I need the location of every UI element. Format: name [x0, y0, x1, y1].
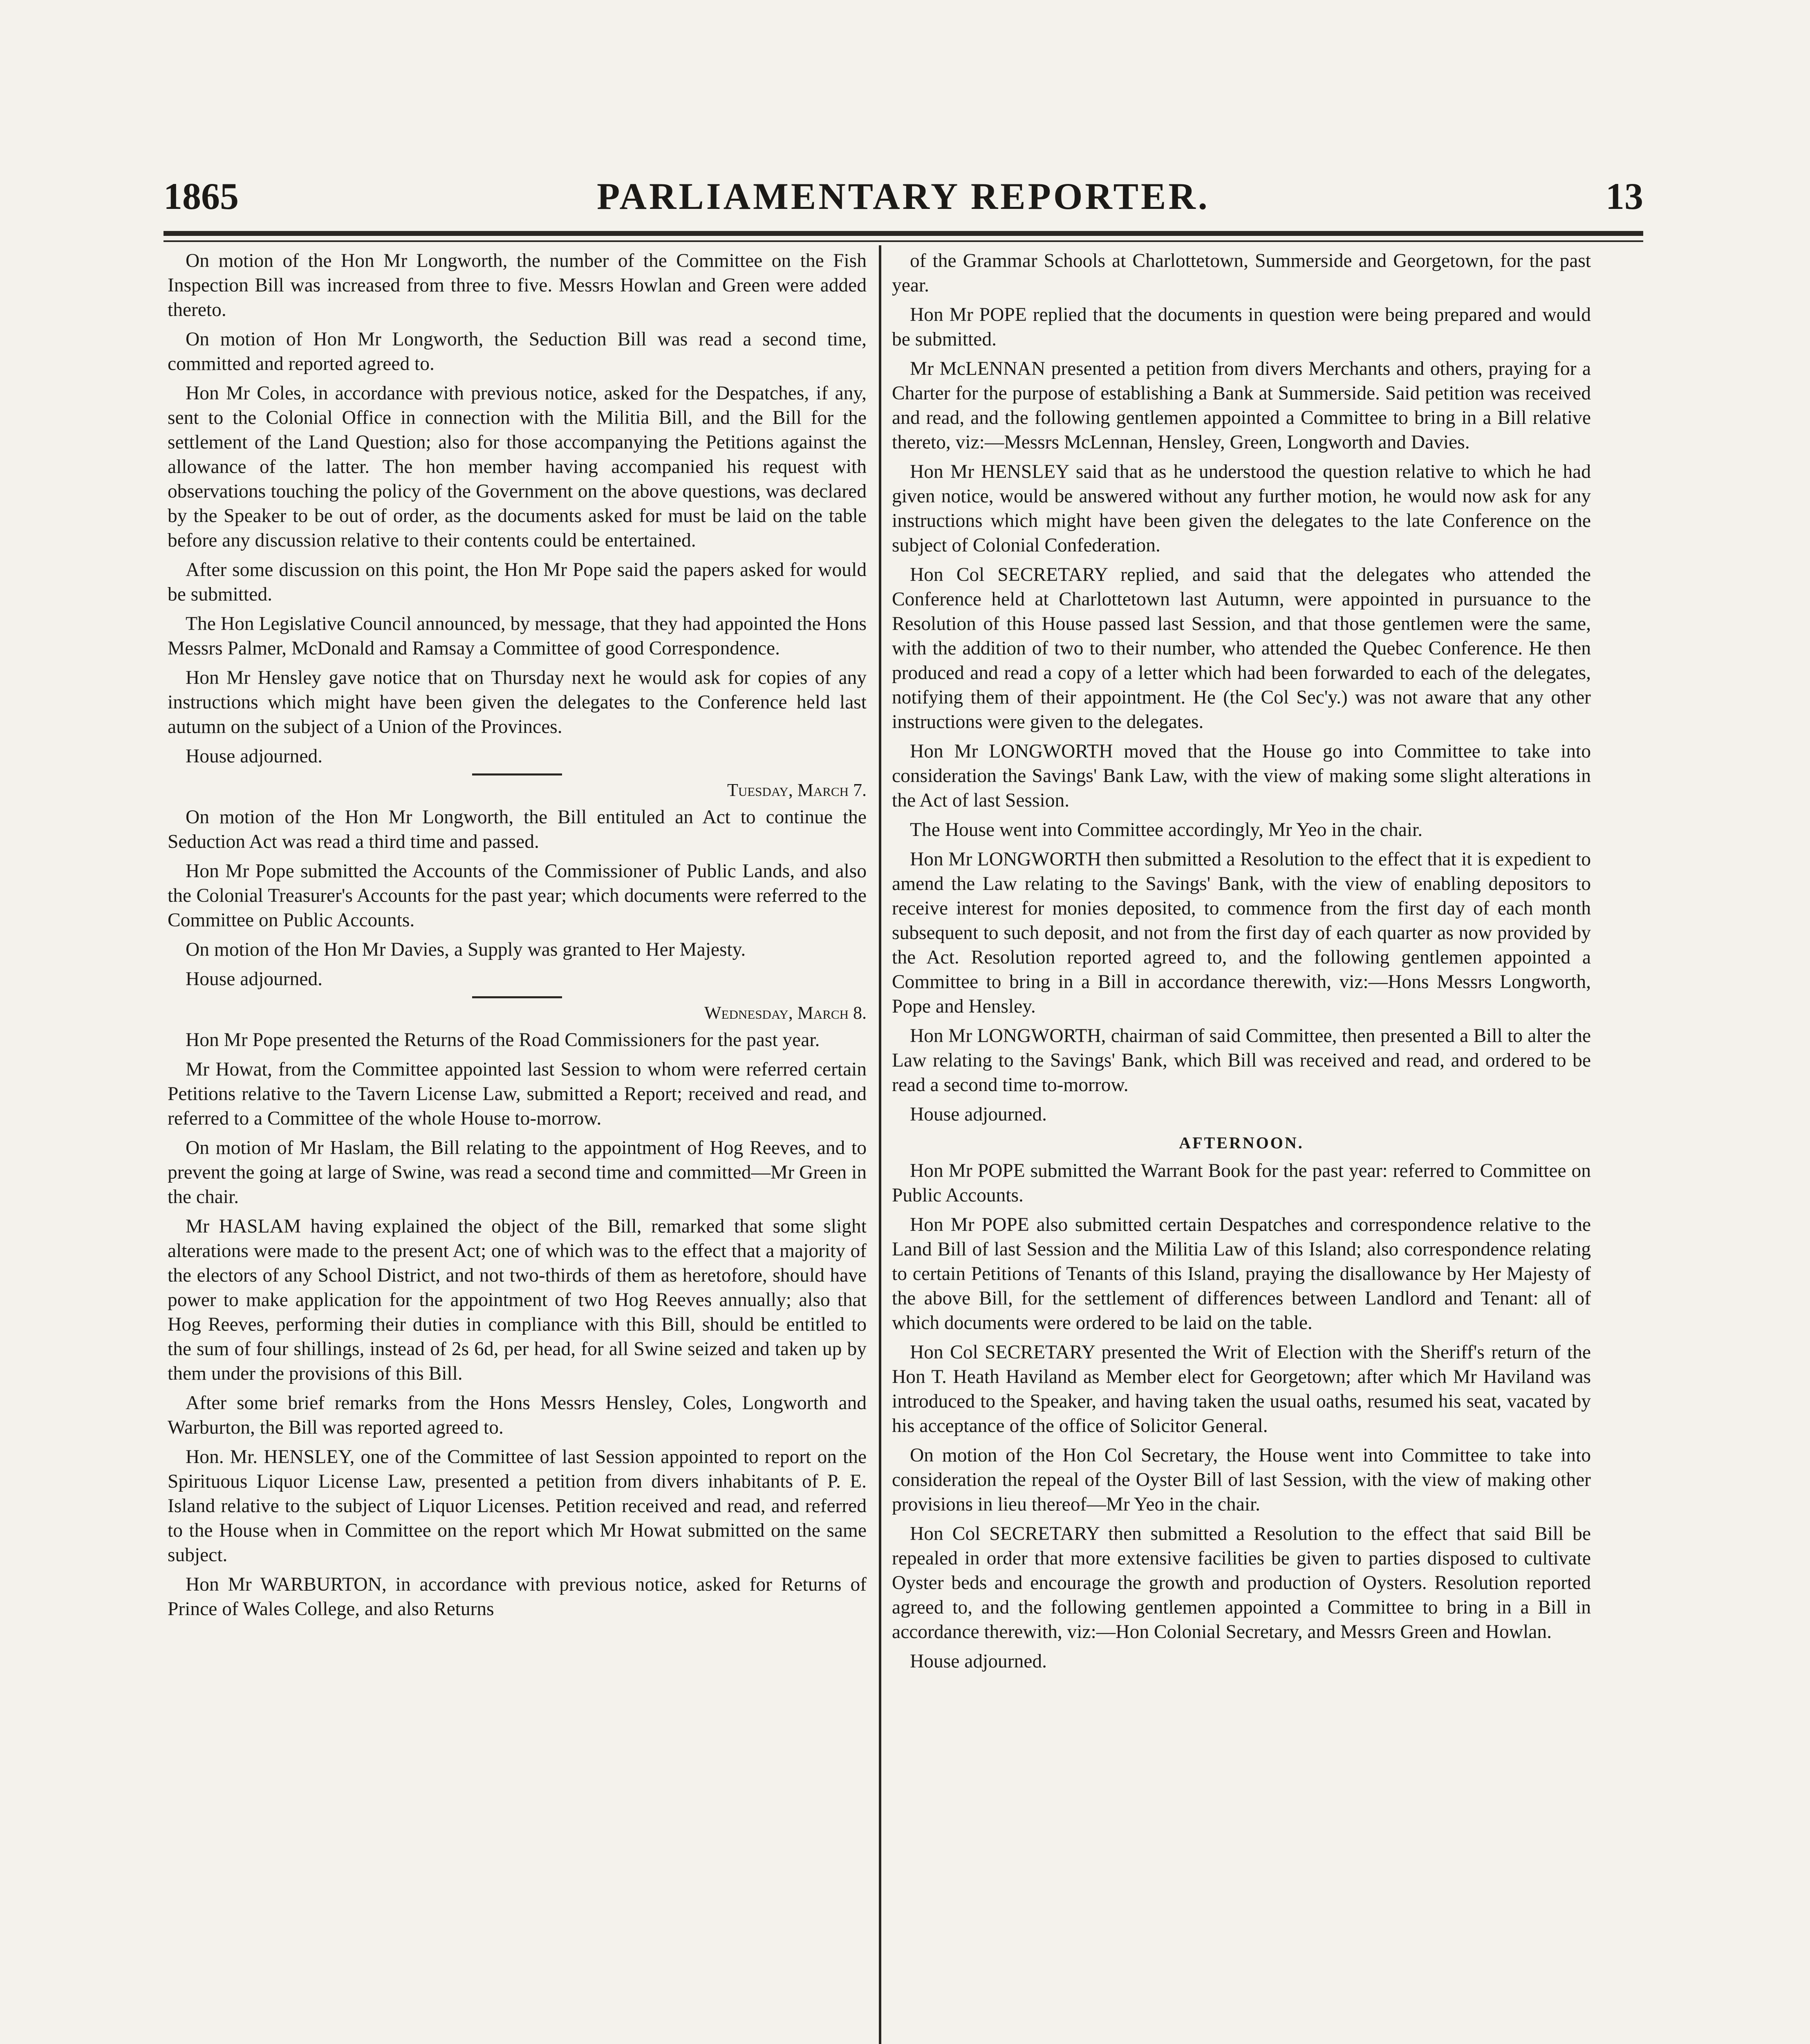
article-paragraph: Hon Col SECRETARY presented the Writ of Election with the Sheriff's return of the Hon T. Heath Haviland as Member elect for Georgetown; after which Mr Haviland was introduced to the Speaker, and having taken the usual oaths, resumed his seat, vacated by his acceptance of the office of Solicitor General. [892, 1342, 1591, 1437]
page-header [164, 172, 1643, 225]
article-paragraph: On motion of the Hon Mr Longworth, the number of the Committee on the Fish Inspection Bill was increased from three to five. Messrs Howlan and Green were added thereto. [168, 250, 867, 320]
article-paragraph: Hon Mr LONGWORTH moved that the House go into Committee to take into consideration the Savings' Bank Law, with the view of making some slight alterations in the Act of last Session. [892, 741, 1591, 811]
article-paragraph: The Hon Legislative Council announced, by message, that they had appointed the Hons Messrs Palmer, McDonald and Ramsay a Committee of good Correspondence. [168, 613, 867, 659]
sitting-date: Tuesday, March 7. [727, 780, 867, 800]
article-paragraph: Hon Col SECRETARY replied, and said that the delegates who attended the Conference held at Charlottetown last Autumn, were appointed in pursuance to the Resolution of this House passed last Session, and that those gentlemen were the same, with the addition of two to their number, who attended the Quebec Conference. He then produced and read a copy of a letter which had been forwarded to each of the delegates, notifying them of their appointment. He (the Col Sec'y.) was not aware that any other instructions were given to the delegates. [892, 564, 1591, 733]
article-paragraph: Hon Mr LONGWORTH then submitted a Resolution to the effect that it is expedient to amend the Law relating to the Savings' Bank, with the view of enabling depositors to receive interest for monies deposited, to commence from the first day of each month subsequent to such deposit, and not from the first day of each quarter as now provided by the Act. Resolution reported agreed to, and the following gentlemen appointed a Committee to bring in a Bill in accordance therewith, viz:—Hons Messrs Longworth, Pope and Hensley. [892, 849, 1591, 1017]
article-paragraph: Hon Mr POPE also submitted certain Despatches and correspondence relative to the Land Bill of last Session and the Militia Law of this Island; also correspondence relating to certain Petitions of Tenants of this Island, praying the disallowance by Her Majesty of the above Bill, for the settlement of differences between Landlord and Tenant: all of which documents were ordered to be laid on the table. [892, 1214, 1591, 1334]
sitting-date: Wednesday, March 8. [704, 1003, 867, 1023]
article-paragraph: House adjourned. [186, 968, 323, 990]
article-paragraph: Hon Mr POPE replied that the documents in question were being prepared and would be submitted. [892, 304, 1591, 350]
article-paragraph: Hon Mr WARBURTON, in accordance with previous notice, asked for Returns of Prince of Wales College, and also Returns [168, 1574, 867, 1620]
article-paragraph: House adjourned. [910, 1651, 1047, 1672]
page-number: 13 [1606, 175, 1643, 217]
article-paragraph: House adjourned. [910, 1104, 1047, 1125]
article-paragraph: The House went into Committee accordingly, Mr Yeo in the chair. [910, 819, 1423, 840]
running-title: PARLIAMENTARY REPORTER. [597, 175, 1210, 217]
article-paragraph: Hon Mr HENSLEY said that as he understood the question relative to which he had given notice, would be answered without any further motion, he would now ask for any instructions which might have been given the delegates to the late Conference on the subject of Colonial Confederation. [892, 461, 1591, 556]
article-paragraph: On motion of the Hon Mr Longworth, the Bill entituled an Act to continue the Seduction Act was read a third time and passed. [168, 807, 867, 852]
article-paragraph: On motion of Hon Mr Longworth, the Seduction Bill was read a second time, committed and reported agreed to. [168, 329, 867, 374]
article-paragraph: Hon Mr Hensley gave notice that on Thursday next he would ask for copies of any instructions which might have been given the delegates to the Conference held last autumn on the subject of a Union of the Provinces. [168, 667, 867, 737]
article-paragraph: Hon Mr Pope presented the Returns of the Road Commissioners for the past year. [186, 1029, 820, 1051]
article-paragraph: House adjourned. [186, 746, 323, 767]
column-divider [879, 245, 881, 2044]
article-paragraph: After some brief remarks from the Hons Messrs Hensley, Coles, Longworth and Warburton, the Bill was reported agreed to. [168, 1392, 867, 1438]
header-rule-thick [164, 231, 1643, 236]
section-separator [472, 996, 562, 998]
article-paragraph: of the Grammar Schools at Charlottetown, Summerside and Georgetown, for the past year. [892, 250, 1591, 296]
article-paragraph: Hon. Mr. HENSLEY, one of the Committee of last Session appointed to report on the Spirituous Liquor License Law, presented a petition from divers inhabitants of P. E. Island relative to the subject of Liquor Licenses. Petition received and read, and referred to the House when in Committee on the report which Mr Howat submitted on the same subject. [168, 1446, 867, 1566]
article-paragraph: On motion of Mr Haslam, the Bill relating to the appointment of Hog Reeves, and to prevent the going at large of Swine, was read a second time and committed—Mr Green in the chair. [168, 1137, 867, 1208]
article-paragraph: Mr Howat, from the Committee appointed last Session to whom were referred certain Petitions relative to the Tavern License Law, submitted a Report; received and read, and referred to a Committee of the whole House to-morrow. [168, 1059, 867, 1129]
article-paragraph: Mr HASLAM having explained the object of the Bill, remarked that some slight alterations were made to the present Act; one of which was to the effect that a majority of the electors of any School District, and not two-thirds of them as heretofore, should have power to make application for the appointment of two Hog Reeves annually; also that Hog Reeves, performing their duties in compliance with this Bill, should be entitled to the sum of four shillings, instead of 2s 6d, per head, for all Swine seized and taken up by them under the provisions of this Bill. [168, 1216, 867, 1384]
article-paragraph: Hon Mr Pope submitted the Accounts of the Commissioner of Public Lands, and also the Colonial Treasurer's Accounts for the past year; which documents were referred to the Committee on Public Accounts. [168, 861, 867, 931]
left-column [168, 249, 867, 1626]
article-paragraph: On motion of the Hon Mr Davies, a Supply was granted to Her Majesty. [186, 939, 746, 960]
header-rule-thin [164, 240, 1643, 242]
article-paragraph: Hon Col SECRETARY then submitted a Resolution to the effect that said Bill be repealed in order that more extensive facilities be given to parties disposed to cultivate Oyster beds and encourage the growth and production of Oysters. Resolution reported agreed to, and the following gentlemen appointed a Committee to bring in a Bill in accordance therewith, viz:—Hon Colonial Secretary, and Messrs Green and Howlan. [892, 1523, 1591, 1643]
right-column [892, 249, 1591, 1679]
article-paragraph: Hon Mr POPE submitted the Warrant Book for the past year: referred to Committee on Public Accounts. [892, 1160, 1591, 1206]
article-paragraph: Mr McLENNAN presented a petition from divers Merchants and others, praying for a Charter for the purpose of establishing a Bank at Summerside. Said petition was received and read, and the following gentlemen appointed a Committee to bring in a Bill relative thereto, viz:—Messrs McLennan, Hensley, Green, Longworth and Davies. [892, 358, 1591, 453]
header-year: 1865 [164, 175, 239, 217]
section-heading: AFTERNOON. [1179, 1134, 1304, 1152]
article-paragraph: Hon Mr Coles, in accordance with previous notice, asked for the Despatches, if any, sent to the Colonial Office in connection with the Militia Bill, and the Bill for the settlement of the Land Question; also for those accompanying the Petitions against the allowance of the latter. The hon member having accompanied his request with observations touching the policy of the Government on the above questions, was declared by the Speaker to be out of order, as the documents asked for must be laid on the table before any discussion relative to their contents could be entertained. [168, 383, 867, 551]
article-paragraph: After some discussion on this point, the Hon Mr Pope said the papers asked for would be submitted. [168, 559, 867, 605]
article-paragraph: On motion of the Hon Col Secretary, the House went into Committee to take into consideration the repeal of the Oyster Bill of last Session, with the view of making other provisions in lieu thereof—Mr Yeo in the chair. [892, 1445, 1591, 1515]
article-paragraph: Hon Mr LONGWORTH, chairman of said Committee, then presented a Bill to alter the Law relating to the Savings' Bank, which Bill was received and read, and ordered to be read a second time to-morrow. [892, 1025, 1591, 1096]
section-separator [472, 773, 562, 775]
